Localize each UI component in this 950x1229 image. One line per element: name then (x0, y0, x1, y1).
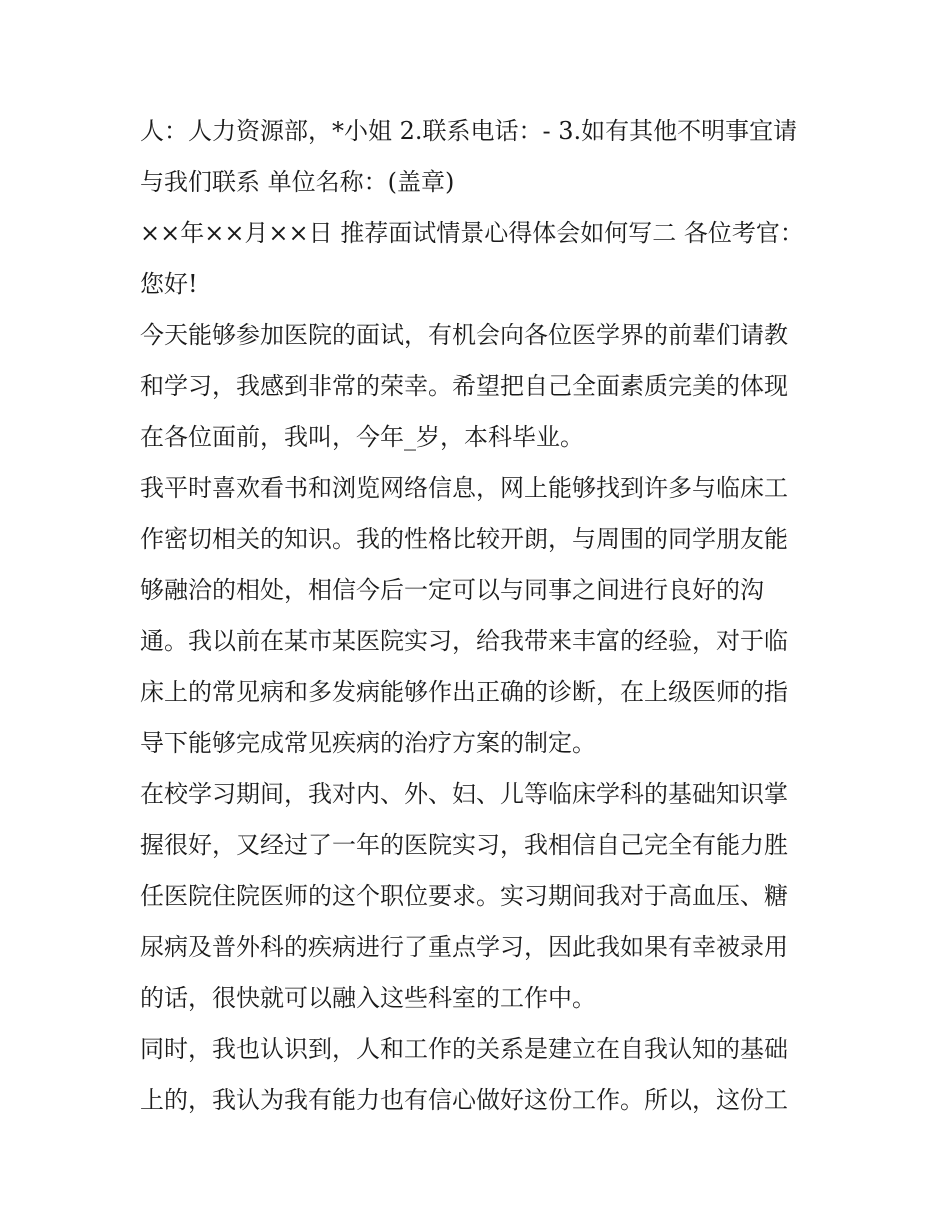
text-line: 您好! (140, 270, 198, 298)
text-line: 与我们联系 单位名称：(盖章) (140, 168, 455, 196)
text-line: 我平时喜欢看书和浏览网络信息，网上能够找到许多与临床工 (140, 474, 788, 502)
text-line: 任医院住院医师的这个职位要求。实习期间我对于高血压、糖 (140, 882, 788, 910)
text-line: 的话，很快就可以融入这些科室的工作中。 (140, 984, 596, 1012)
text-line: 今天能够参加医院的面试，有机会向各位医学界的前辈们请教 (140, 321, 788, 349)
text-line: ××年××月××日 推荐面试情景心得体会如何写二 各位考官： (140, 219, 804, 247)
text-line: 在校学习期间，我对内、外、妇、儿等临床学科的基础知识掌 (140, 780, 788, 808)
text-line: 同时，我也认识到，人和工作的关系是建立在自我认知的基础 (140, 1035, 788, 1063)
text-line: 人：人力资源部，*小姐 2.联系电话：- 3.如有其他不明事宜请 (140, 117, 798, 145)
text-line: 床上的常见病和多发病能够作出正确的诊断，在上级医师的指 (140, 678, 788, 706)
text-line: 握很好，又经过了一年的医院实习，我相信自己完全有能力胜 (140, 831, 788, 859)
text-line: 尿病及普外科的疾病进行了重点学习，因此我如果有幸被录用 (140, 933, 788, 961)
text-line: 作密切相关的知识。我的性格比较开朗，与周围的同学朋友能 (140, 525, 788, 553)
text-line: 和学习，我感到非常的荣幸。希望把自己全面素质完美的体现 (140, 372, 788, 400)
document-text-body (140, 106, 820, 1126)
text-line: 上的，我认为我有能力也有信心做好这份工作。所以，这份工 (140, 1086, 788, 1114)
text-line: 够融洽的相处，相信今后一定可以与同事之间进行良好的沟 (140, 576, 764, 604)
text-line: 通。我以前在某市某医院实习，给我带来丰富的经验，对于临 (140, 627, 788, 655)
text-line: 在各位面前，我叫，今年_岁，本科毕业。 (140, 423, 584, 451)
text-line: 导下能够完成常见疾病的治疗方案的制定。 (140, 729, 596, 757)
